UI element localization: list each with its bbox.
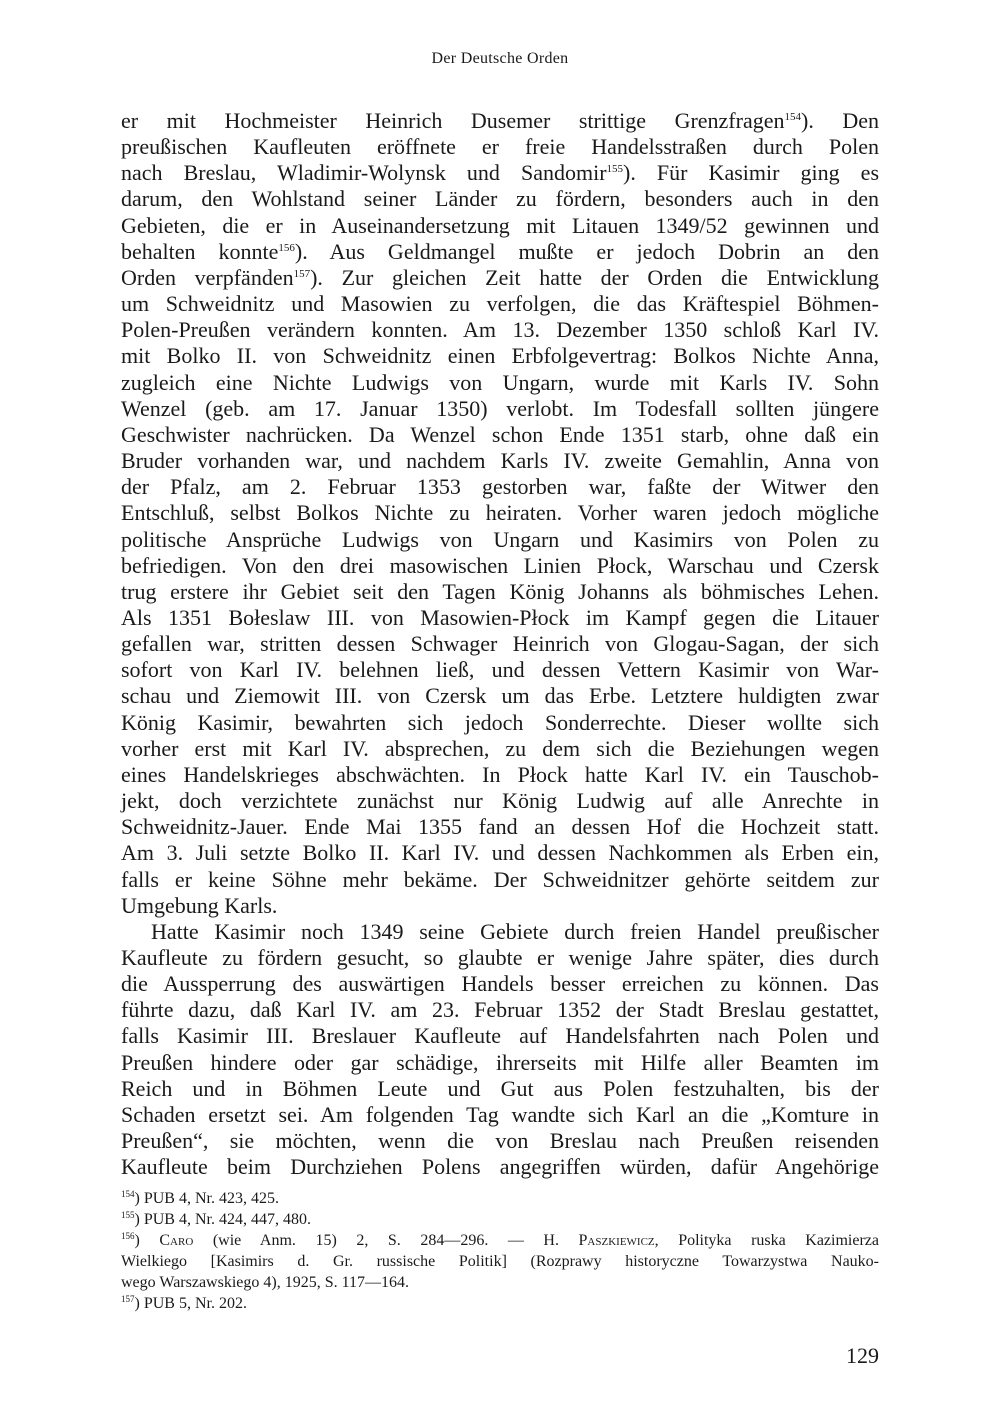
text-line: Reich und in Böhmen Leute und Gut aus Polen festzuhalten, bis der [121, 1075, 879, 1101]
footnote-number: 155 [121, 1210, 135, 1220]
text-line: behalten konnte$^{156}$). Aus Geldmangel mußte er jedoch Dobrin an den [121, 238, 879, 264]
text-line: König Kasimir, bewahrten sich jedoch Sonderrechte. Dieser wollte sich [121, 709, 879, 735]
text-line: gefallen war, stritten dessen Schwager Heinrich von Glogau-Sagan, der sich [121, 631, 879, 657]
text-line: Kaufleute zu fördern gesucht, so glaubte er wenige Jahre später, dies durch [121, 945, 879, 970]
text-line: Gebieten, die er in Auseinandersetzung mit Litauen 1349/52 gewinnen und [121, 212, 879, 238]
text-line: falls Kasimir III. Breslauer Kaufleute auf Handelsfahrten nach Polen und [121, 1023, 879, 1049]
running-header: Der Deutsche Orden [431, 50, 569, 67]
text-line: vorher erst mit Karl IV. absprechen, zu dem sich die Beziehungen wegen [121, 735, 879, 761]
text-line: Polen-Preußen verändern konnten. Am 13. Dezember 1350 schloß Karl IV. [121, 317, 879, 343]
text-line: er mit Hochmeister Heinrich Dusemer strittige Grenzfragen$^{154}$). Den [121, 108, 880, 133]
text-line: falls er keine Söhne mehr bekäme. Der Schweidnitzer gehörte seitdem zur [121, 866, 879, 892]
footnote-number: 157 [121, 1294, 135, 1304]
text-line: eines Handelskrieges abschwächten. In Płock hatte Karl IV. ein Tauschob- [121, 761, 879, 787]
text-line: Umgebung Karls. [121, 892, 278, 918]
text-line: schau und Ziemowit III. von Czersk um das Erbe. Letztere huldigten zwar [121, 683, 879, 709]
text-line: um Schweidnitz und Masowien zu verfolgen, die das Kräftespiel Böhmen- [121, 291, 879, 317]
text-line: führte dazu, daß Karl IV. am 23. Februar 1352 der Stadt Breslau gestattet, [121, 997, 879, 1023]
footnote-ref: 156 [278, 241, 295, 254]
text-line: die Aussperrung des auswärtigen Handels besser erreichen zu können. Das [121, 971, 879, 997]
text-line: jekt, doch verzichtete zunächst nur König Ludwig auf alle Anrechte in [121, 788, 879, 814]
footnotes [121, 1188, 879, 1314]
footnote-number: 154 [121, 1189, 135, 1199]
text-line: Schweidnitz-Jauer. Ende Mai 1355 fand an dessen Hof die Hochzeit statt. [121, 814, 879, 840]
text-line: trug erstere ihr Gebiet seit den Tagen König Johanns als böhmisches Lehen. [121, 578, 879, 604]
text-line: Bruder vorhanden war, und nachdem Karls IV. zweite Gemahlin, Anna von [121, 448, 879, 474]
text-line: Preußen“, sie möchten, wenn die von Breslau nach Preußen reisenden [121, 1128, 879, 1154]
footnote: $^{156}$) Caro (wie Anm. 15) 2, S. 284—296. — H. Paszkiewicz, Polityka ruska Kazimierza [121, 1231, 879, 1249]
text-line: Hatte Kasimir noch 1349 seine Gebiete durch freien Handel preußischer [151, 918, 879, 944]
page-number: 129 [846, 1343, 879, 1368]
footnote: wego Warszawskiego 4), 1925, S. 117—164. [121, 1274, 410, 1291]
footnote-ref: 154 [784, 111, 801, 123]
text-line: darum, den Wohlstand seiner Länder zu fördern, besonders auch in den [121, 186, 879, 212]
text-line: nach Breslau, Wladimir-Wolynsk und Sandomir$^{155}$). Für Kasimir ging es [121, 160, 879, 186]
footnote: $^{154}$) PUB 4, Nr. 423, 425. [121, 1189, 279, 1207]
text-line: Orden verpfänden$^{157}$). Zur gleichen Zeit hatte der Orden die Entwicklung [121, 264, 879, 290]
text-line: Geschwister nachrücken. Da Wenzel schon Ende 1351 starb, ohne daß ein [121, 421, 879, 447]
footnote: $^{157}$) PUB 5, Nr. 202. [121, 1294, 247, 1312]
text-line: Preußen hindere oder gar schädige, ihrerseits mit Hilfe aller Beamten im [121, 1049, 879, 1075]
text-line: Schaden ersetzt sei. Am folgenden Tag wandte sich Karl an die „Komture in [121, 1101, 879, 1127]
footnote-ref: 155 [606, 163, 624, 176]
footnote-number: 156 [121, 1231, 135, 1241]
text-line: sofort von Karl IV. belehnen ließ, und dessen Vettern Kasimir von War- [121, 657, 879, 683]
text-line: befriedigen. Von den drei masowischen Linien Płock, Warschau und Czersk [121, 552, 879, 578]
text-line: Am 3. Juli setzte Bolko II. Karl IV. und dessen Nachkommen als Erben ein, [121, 840, 879, 866]
text-line: Kaufleute beim Durchziehen Polens angegriffen würden, dafür Angehörige [121, 1154, 879, 1180]
body-text [121, 108, 879, 1180]
text-line: zugleich eine Nichte Ludwigs von Ungarn, wurde mit Karls IV. Sohn [121, 369, 879, 395]
footnote: Wielkiego [Kasimirs d. Gr. russische Politik] (Rozprawy historyczne Towarzystwa Nauko- [121, 1253, 879, 1270]
text-line: Wenzel (geb. am 17. Januar 1350) verlobt. Im Todesfall sollten jüngere [121, 395, 879, 421]
text-line: preußischen Kaufleuten eröffnete er freie Handelsstraßen durch Polen [121, 134, 879, 160]
text-line: der Pfalz, am 2. Februar 1353 gestorben war, faßte der Witwer den [121, 474, 879, 500]
text-line: politische Ansprüche Ludwigs von Ungarn und Kasimirs von Polen zu [121, 526, 879, 552]
text-line: Entschluß, selbst Bolkos Nichte zu heiraten. Vorher waren jedoch mögliche [121, 500, 879, 526]
footnote: $^{155}$) PUB 4, Nr. 424, 447, 480. [121, 1210, 311, 1228]
text-line: Als 1351 Bołeslaw III. von Masowien-Płock im Kampf gegen die Litauer [121, 604, 879, 630]
text-line: mit Bolko II. von Schweidnitz einen Erbfolgevertrag: Bolkos Nichte Anna, [121, 343, 879, 369]
footnote-ref: 157 [293, 267, 311, 280]
